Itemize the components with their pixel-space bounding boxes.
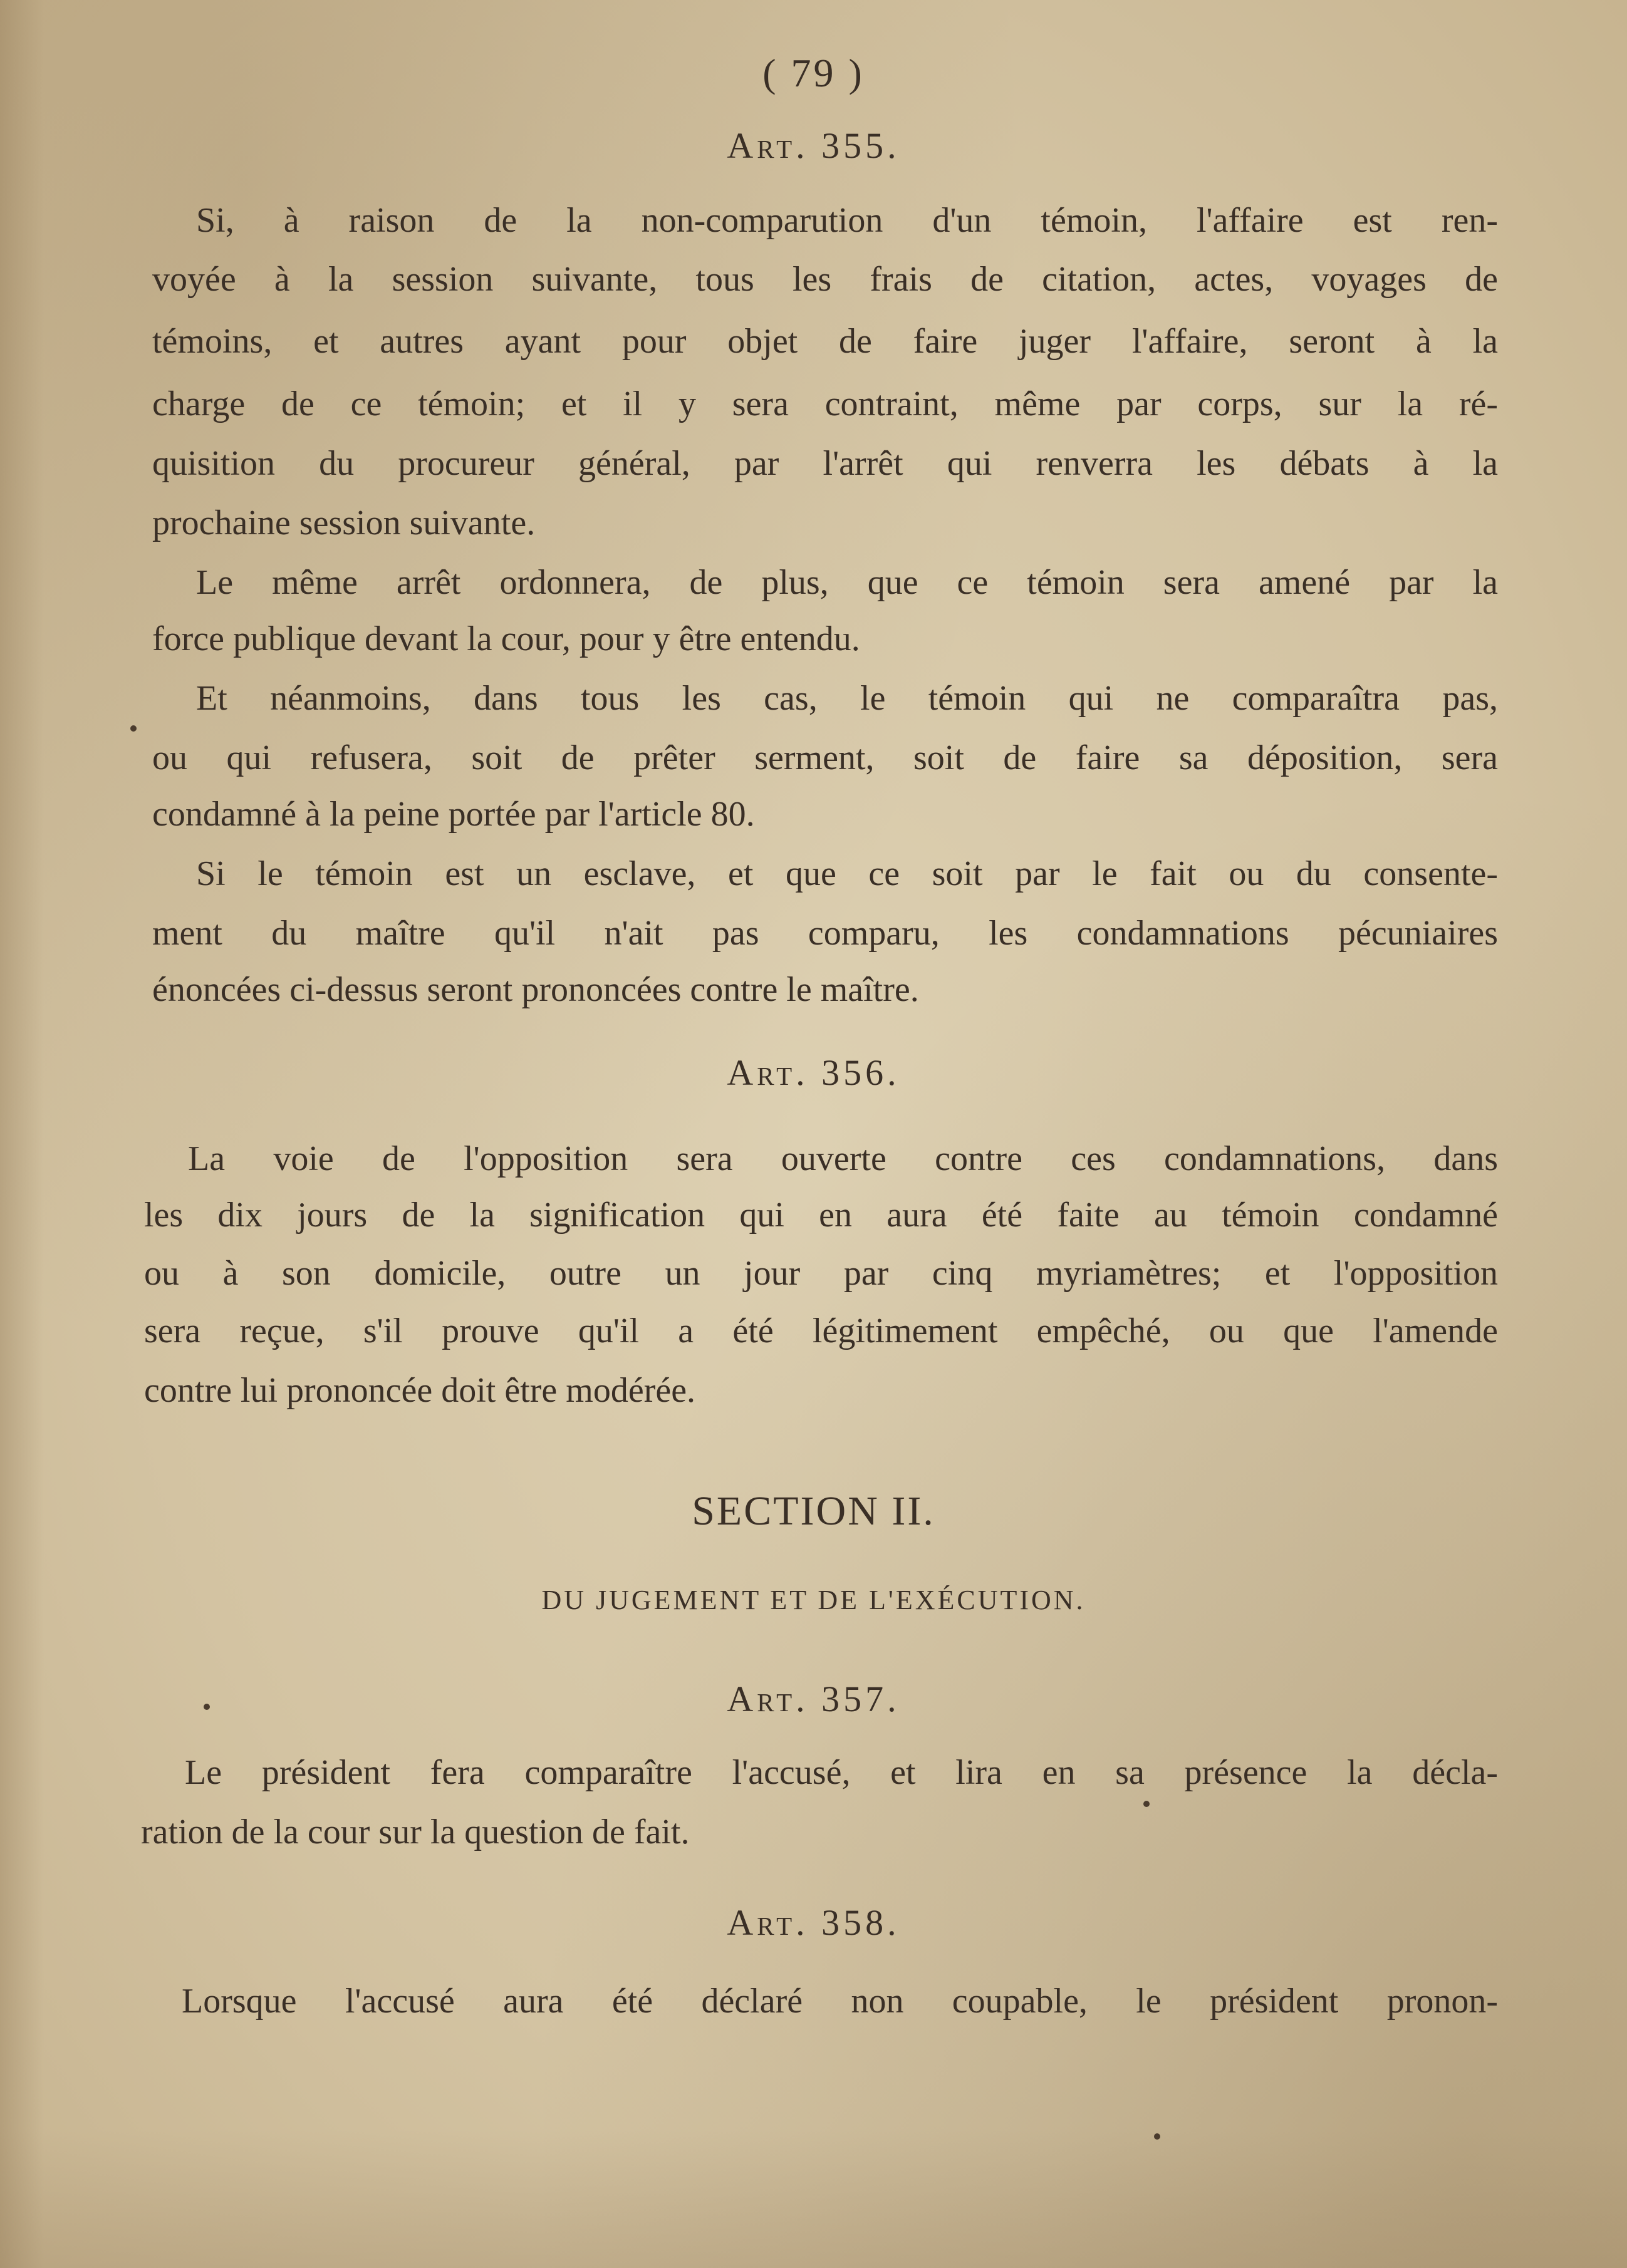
text-line: condamné à la peine portée par l'article 80. [152, 795, 755, 834]
text-line: témoins, et autres ayant pour objet de faire juger l'affaire, seront à la [152, 322, 1498, 361]
page-bottom-shadow [0, 2130, 1627, 2268]
text-line: Si le témoin est un esclave, et que ce soit par le fait ou du consente- [196, 854, 1498, 893]
article-heading: Art. 358. [727, 1902, 900, 1943]
text-line: voyée à la session suivante, tous les frais de citation, actes, voyages de [152, 260, 1498, 299]
text-line: énoncées ci-dessus seront prononcées contre le maître. [152, 970, 919, 1009]
text-line: ration de la cour sur la question de fait. [141, 1813, 690, 1851]
paper-speck [130, 725, 137, 732]
text-line: prochaine session suivante. [152, 504, 536, 542]
text-line: les dix jours de la signification qui en aura été faite au témoin condamné [144, 1196, 1498, 1235]
paper-speck [204, 1704, 210, 1710]
text-line: quisition du procureur général, par l'arrêt qui renverra les débats à la [152, 444, 1498, 483]
section-title: SECTION II. [692, 1488, 935, 1534]
text-line: Le même arrêt ordonnera, de plus, que ce témoin sera amené par la [196, 563, 1498, 602]
text-line: charge de ce témoin; et il y sera contraint, même par corps, sur la ré- [152, 385, 1498, 423]
article-heading: Art. 356. [727, 1052, 900, 1093]
text-line: Le président fera comparaître l'accusé, et lira en sa présence la décla- [185, 1753, 1498, 1792]
text-line: force publique devant la cour, pour y être entendu. [152, 619, 860, 658]
text-line: sera reçue, s'il prouve qu'il a été légitimement empêché, ou que l'amende [144, 1312, 1498, 1350]
paper-speck [1154, 2133, 1160, 2140]
section-subtitle: DU JUGEMENT ET DE L'EXÉCUTION. [541, 1585, 1086, 1615]
text-line: contre lui prononcée doit être modérée. [144, 1371, 696, 1410]
text-line: Et néanmoins, dans tous les cas, le témoin qui ne comparaîtra pas, [196, 679, 1498, 718]
article-heading: Art. 355. [727, 125, 900, 166]
text-line: ment du maître qu'il n'ait pas comparu, les condamnations pécuniaires [152, 914, 1498, 953]
article-heading: Art. 357. [727, 1679, 900, 1719]
paper-speck [1143, 1801, 1150, 1807]
page-number: ( 79 ) [762, 51, 865, 95]
text-line: ou à son domicile, outre un jour par cinq myriamètres; et l'opposition [144, 1254, 1498, 1293]
text-line: La voie de l'opposition sera ouverte contre ces condamnations, dans [188, 1139, 1498, 1178]
text-line: Lorsque l'accusé aura été déclaré non coupable, le président pronon- [182, 1982, 1498, 2021]
text-line: Si, à raison de la non-comparution d'un témoin, l'affaire est ren- [196, 201, 1498, 240]
text-line: ou qui refusera, soit de prêter serment, soit de faire sa déposition, sera [152, 738, 1498, 777]
